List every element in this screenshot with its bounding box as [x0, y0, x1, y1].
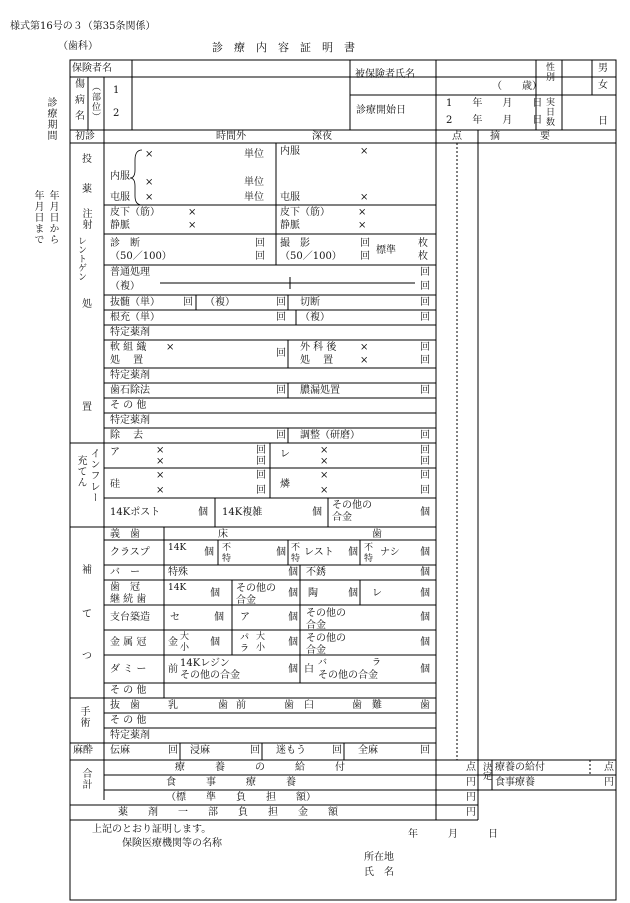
other-alloy-label: その他の合金 — [318, 670, 378, 681]
stainless-label: 不銹 — [306, 567, 326, 578]
palladium-label: パラ — [240, 633, 250, 654]
small-label: 小 — [180, 643, 190, 653]
times-mark: × — [358, 220, 367, 231]
proc-post-surgery-2: 処 置 — [300, 355, 334, 366]
imaging-label: 撮 影 — [280, 238, 310, 249]
clasp-label: クラスプ — [110, 547, 150, 558]
piece-unit: 個 — [276, 547, 286, 558]
none-label: ナシ — [380, 547, 400, 558]
inlay-label: インフレー — [88, 448, 99, 503]
times-mark: × — [360, 146, 369, 157]
proc-scaling: 歯石除法 — [110, 385, 150, 396]
prosthesis-other: そ の 他 — [110, 685, 147, 696]
drug-copay-label: 薬 剤 一 部 負 担 金 額 — [118, 807, 338, 818]
piece-unit: 個 — [288, 637, 298, 648]
certification-text: 上記のとおり証明します。 — [92, 824, 212, 835]
times-mark: × — [145, 192, 154, 203]
fraction-label: （50／100） — [280, 251, 342, 262]
times-mark: × — [360, 192, 369, 203]
tooth-label: 歯 — [372, 529, 382, 540]
fraction-label: （50／100） — [110, 251, 172, 262]
unit-label: 単位 — [244, 192, 264, 203]
front-label: 前 — [168, 664, 178, 675]
surgery-label: 手術 — [78, 706, 89, 728]
tooth-label: 歯 — [218, 700, 228, 711]
surgery-other: そ の 他 — [110, 715, 147, 726]
piece-unit: 個 — [420, 664, 430, 675]
name-label: 氏 名 — [364, 867, 394, 878]
proc-pyorrhea: 膿漏処置 — [300, 385, 340, 396]
treatment-label-1: 処 — [82, 299, 92, 310]
diagnosis-label: 診 断 — [110, 238, 140, 249]
piece-unit: 個 — [348, 547, 358, 558]
proc-other: そ の 他 — [110, 400, 147, 411]
post-crown-label: 継 続 歯 — [110, 594, 147, 605]
k14-resin-label: 14Kレジン — [180, 658, 230, 669]
injection-label: 注射 — [80, 208, 91, 230]
proc-root-filling: 根充（単） — [110, 312, 160, 323]
porcelain-label: 陶 — [308, 588, 318, 599]
medication-label-2: 薬 — [82, 184, 92, 195]
tooth-label: 歯 — [284, 700, 294, 711]
disease-label-2: 病 — [75, 95, 85, 106]
proc-normal-multi: （複） — [110, 281, 140, 292]
count-unit: 回 — [420, 430, 430, 441]
decision-label: 決定 — [481, 762, 491, 780]
site-label: （部位） — [90, 82, 100, 122]
points-unit: 点 — [466, 762, 476, 773]
count-unit: 回 — [255, 251, 265, 262]
iv-label: 静脈 — [110, 220, 130, 231]
fill-14k-post: 14Kポスト — [110, 507, 161, 518]
times-mark: × — [156, 485, 165, 496]
k14-label: 14K — [168, 583, 187, 593]
internal-med-label: 内服 — [110, 171, 130, 182]
count-unit: 回 — [360, 238, 370, 249]
unit-label: 単位 — [244, 149, 264, 160]
proc-post-surgery: 外 科 後 — [300, 342, 337, 353]
sex-female[interactable]: 女 — [598, 80, 608, 91]
piece-unit: 個 — [420, 612, 430, 623]
gold-label: 金 — [168, 637, 178, 648]
piece-unit: 個 — [210, 637, 220, 648]
molar-label: 白 — [304, 664, 314, 675]
proc-special-drug-3: 特定薬剤 — [110, 415, 150, 426]
count-unit: 回 — [420, 312, 430, 323]
times-mark: × — [360, 342, 369, 353]
proc-root-filling-multi: （複） — [300, 312, 330, 323]
other-alloy-label: その他の合金 — [180, 670, 240, 681]
times-mark: × — [320, 485, 329, 496]
times-mark: × — [360, 355, 369, 366]
yen-unit: 円 — [466, 807, 476, 818]
insurer-label: 保険者名 — [72, 63, 112, 74]
disease-row-2[interactable]: 2 — [113, 108, 120, 119]
times-mark: × — [156, 445, 165, 456]
times-mark: × — [145, 149, 154, 160]
times-mark: × — [166, 342, 175, 353]
disease-row-1[interactable]: 1 — [113, 85, 120, 96]
infiltration-anesthesia: 浸麻 — [190, 745, 210, 756]
proc-special-drug-2: 特定薬剤 — [110, 370, 150, 381]
count-unit: 回 — [420, 456, 430, 467]
cement-label: セ — [170, 612, 180, 623]
piece-unit: 個 — [198, 507, 208, 518]
prosthesis-label-1: 補 — [82, 565, 92, 576]
crown-label: 歯 冠 — [110, 582, 140, 593]
dental-label: （歯科） — [58, 41, 98, 52]
piece-unit: 個 — [312, 507, 322, 518]
core-build-label: 支台築造 — [110, 612, 150, 623]
certification-date[interactable]: 年 月 日 — [408, 829, 498, 840]
remarks-header: 摘 要 — [490, 131, 550, 142]
times-mark: × — [156, 470, 165, 481]
proc-soft-tissue-2: 処 置 — [110, 355, 144, 366]
other-alloy-label: その他の合金 — [306, 608, 346, 631]
count-unit: 回 — [420, 485, 430, 496]
base-label: 床 — [218, 529, 228, 540]
not-special-label: 不特 — [364, 543, 374, 564]
count-unit: 回 — [332, 745, 342, 756]
yen-unit: 円 — [466, 792, 476, 803]
start-date-1[interactable]: 1 年 月 日 — [446, 98, 543, 109]
large-label: 大 — [256, 632, 266, 642]
count-unit: 回 — [168, 745, 178, 756]
bar-label: バ ー — [110, 567, 140, 578]
decided-care-label: 療養の給付 — [495, 762, 545, 773]
sedation-label: 迷もう — [276, 745, 306, 756]
period-from: 年月日から — [47, 190, 58, 245]
times-mark: × — [188, 220, 197, 231]
count-unit: 回 — [255, 238, 265, 249]
count-unit: 回 — [276, 312, 286, 323]
count-unit: 回 — [420, 745, 430, 756]
standard-burden-label: （標 準 負 担 額） — [166, 792, 316, 803]
period-label: 診療期間 — [45, 97, 56, 141]
tooth-label: 歯 — [420, 700, 430, 711]
proc-normal: 普通処理 — [110, 267, 150, 278]
piece-unit: 個 — [204, 547, 214, 558]
proc-adjust: 調整（研磨） — [300, 430, 360, 441]
dummy-label: ダ ミ ー — [110, 664, 147, 675]
count-unit: 回 — [276, 348, 286, 359]
count-unit: 回 — [276, 385, 286, 396]
disease-label-1: 傷 — [75, 79, 85, 90]
piece-unit: 個 — [420, 588, 430, 599]
start-date-2[interactable]: 2 年 月 日 — [446, 115, 543, 126]
proc-pulpectomy: 抜髄（単） — [110, 297, 160, 308]
times-mark: × — [145, 177, 154, 188]
special-label: 特殊 — [168, 567, 188, 578]
iv-label-2: 静脈 — [280, 220, 300, 231]
piece-unit: 個 — [420, 567, 430, 578]
proc-pulpectomy-multi: （複） — [205, 297, 235, 308]
address-label: 所在地 — [364, 852, 394, 863]
subcut-label-2: 皮下（筋） — [280, 207, 330, 218]
medication-label-1: 投 — [82, 154, 92, 165]
piece-unit: 個 — [288, 612, 298, 623]
piece-unit: 個 — [420, 637, 430, 648]
prosthesis-label-2: て — [82, 609, 92, 620]
patient-name-label: 被保険者氏名 — [355, 69, 415, 80]
times-mark: × — [188, 207, 197, 218]
not-special-label: 不特 — [222, 543, 232, 564]
piece-unit: 個 — [420, 507, 430, 518]
piece-unit: 個 — [210, 588, 220, 599]
count-unit: 回 — [420, 470, 430, 481]
count-unit: 回 — [420, 445, 430, 456]
points-unit: 点 — [604, 762, 614, 773]
after-hours-label: 時間外 — [216, 131, 246, 142]
age-field[interactable]: （ 歳） — [492, 81, 542, 92]
first-visit-label: 初診 — [75, 131, 95, 142]
count-unit: 回 — [256, 485, 266, 496]
prosthesis-label-3: つ — [82, 651, 92, 662]
count-unit: 回 — [256, 470, 266, 481]
sex-label: 性別 — [544, 62, 554, 82]
amalgam-label: ア — [240, 612, 250, 623]
anesthesia-label: 麻酔 — [73, 745, 93, 756]
fill-rin: 燐 — [280, 479, 290, 490]
fill-a: ア — [110, 447, 120, 458]
piece-unit: 個 — [288, 664, 298, 675]
decided-meal-label: 食事療養 — [495, 777, 535, 788]
sheet-unit: 枚 — [418, 238, 428, 249]
subcut-label: 皮下（筋） — [110, 207, 160, 218]
count-unit: 回 — [276, 297, 286, 308]
piece-unit: 個 — [348, 588, 358, 599]
large-label: 大 — [180, 632, 190, 642]
late-night-label: 深夜 — [312, 131, 332, 142]
proc-special-drug: 特定薬剤 — [110, 327, 150, 338]
conduction-anesthesia: 伝麻 — [110, 745, 130, 756]
form-title: 診 療 内 容 証 明 書 — [212, 41, 355, 54]
proc-amputation: 切断 — [300, 297, 320, 308]
times-mark: × — [358, 207, 367, 218]
sex-male[interactable]: 男 — [598, 63, 608, 74]
disease-label-3: 名 — [75, 111, 85, 122]
meal-care-label: 食 事 療 養 — [166, 777, 296, 788]
count-unit: 回 — [420, 385, 430, 396]
times-mark: × — [156, 456, 165, 467]
care-benefit-label: 療 養 の 給 付 — [175, 762, 345, 773]
difficult-label: 難 — [372, 700, 382, 711]
points-header: 点 — [452, 131, 462, 142]
total-label: 合計 — [80, 768, 91, 790]
yen-unit: 円 — [604, 777, 614, 788]
not-special-label: 不特 — [291, 543, 301, 564]
molar-label: 臼 — [304, 700, 314, 711]
piece-unit: 個 — [288, 588, 298, 599]
k14-label: 14K — [168, 543, 187, 553]
piece-unit: 個 — [288, 567, 298, 578]
institution-name-label: 保険医療機関等の名称 — [122, 838, 222, 849]
count-unit: 回 — [420, 297, 430, 308]
ba-label: バ — [318, 658, 328, 668]
count-unit: 回 — [420, 355, 430, 366]
sheet-unit: 枚 — [418, 251, 428, 262]
extraction-label: 抜 歯 — [110, 700, 140, 711]
internal-med-label-2: 内服 — [280, 146, 300, 157]
standard-label: 標準 — [376, 245, 396, 256]
proc-soft-tissue: 軟 組 織 — [110, 342, 147, 353]
actual-days-label: 実日数 — [544, 97, 554, 127]
count-unit: 回 — [256, 456, 266, 467]
count-unit: 回 — [420, 281, 430, 292]
surgery-special-drug: 特定薬剤 — [110, 730, 150, 741]
fill-kei: 硅 — [110, 479, 120, 490]
general-anesthesia: 全麻 — [358, 745, 378, 756]
unit-label: 単位 — [244, 177, 264, 188]
denture-label: 義 歯 — [110, 529, 140, 540]
count-unit: 回 — [420, 342, 430, 353]
resin-label: レ — [372, 588, 382, 599]
count-unit: 回 — [420, 267, 430, 278]
form-number: 様式第16号の３（第35条関係） — [10, 21, 156, 32]
other-alloy-label: その他の合金 — [236, 583, 276, 606]
times-mark: × — [320, 470, 329, 481]
small-label: 小 — [256, 643, 266, 653]
filling-label: 充てん — [75, 455, 86, 488]
start-date-label: 診療開始日 — [356, 105, 406, 116]
count-unit: 回 — [360, 251, 370, 262]
times-mark: × — [320, 456, 329, 467]
treatment-label-2: 置 — [82, 402, 92, 413]
prn-med-label: 屯服 — [110, 192, 130, 203]
piece-unit: 個 — [214, 612, 224, 623]
count-unit: 回 — [183, 297, 193, 308]
period-to: 年月日まで — [32, 190, 43, 245]
count-unit: 回 — [256, 445, 266, 456]
times-mark: × — [320, 445, 329, 456]
count-unit: 回 — [276, 430, 286, 441]
other-alloy-label: その他の合金 — [306, 633, 346, 656]
piece-unit: 個 — [420, 547, 430, 558]
deciduous-label: 乳 — [168, 700, 178, 711]
front-label: 前 — [236, 700, 246, 711]
prn-med-label-2: 屯服 — [280, 192, 300, 203]
xray-label: レントゲン — [76, 236, 86, 281]
fill-other-alloy: その他の合金 — [332, 500, 372, 523]
metal-crown-label: 金 属 冠 — [110, 637, 147, 648]
tooth-label: 歯 — [352, 700, 362, 711]
ra-label: ラ — [372, 658, 382, 668]
proc-removal: 除 去 — [110, 430, 144, 441]
days-unit: 日 — [598, 116, 608, 127]
count-unit: 回 — [250, 745, 260, 756]
yen-unit: 円 — [466, 777, 476, 788]
fill-14k-complex: 14K複雑 — [222, 507, 263, 518]
rest-label: レスト — [304, 547, 334, 558]
fill-re: レ — [280, 449, 290, 460]
